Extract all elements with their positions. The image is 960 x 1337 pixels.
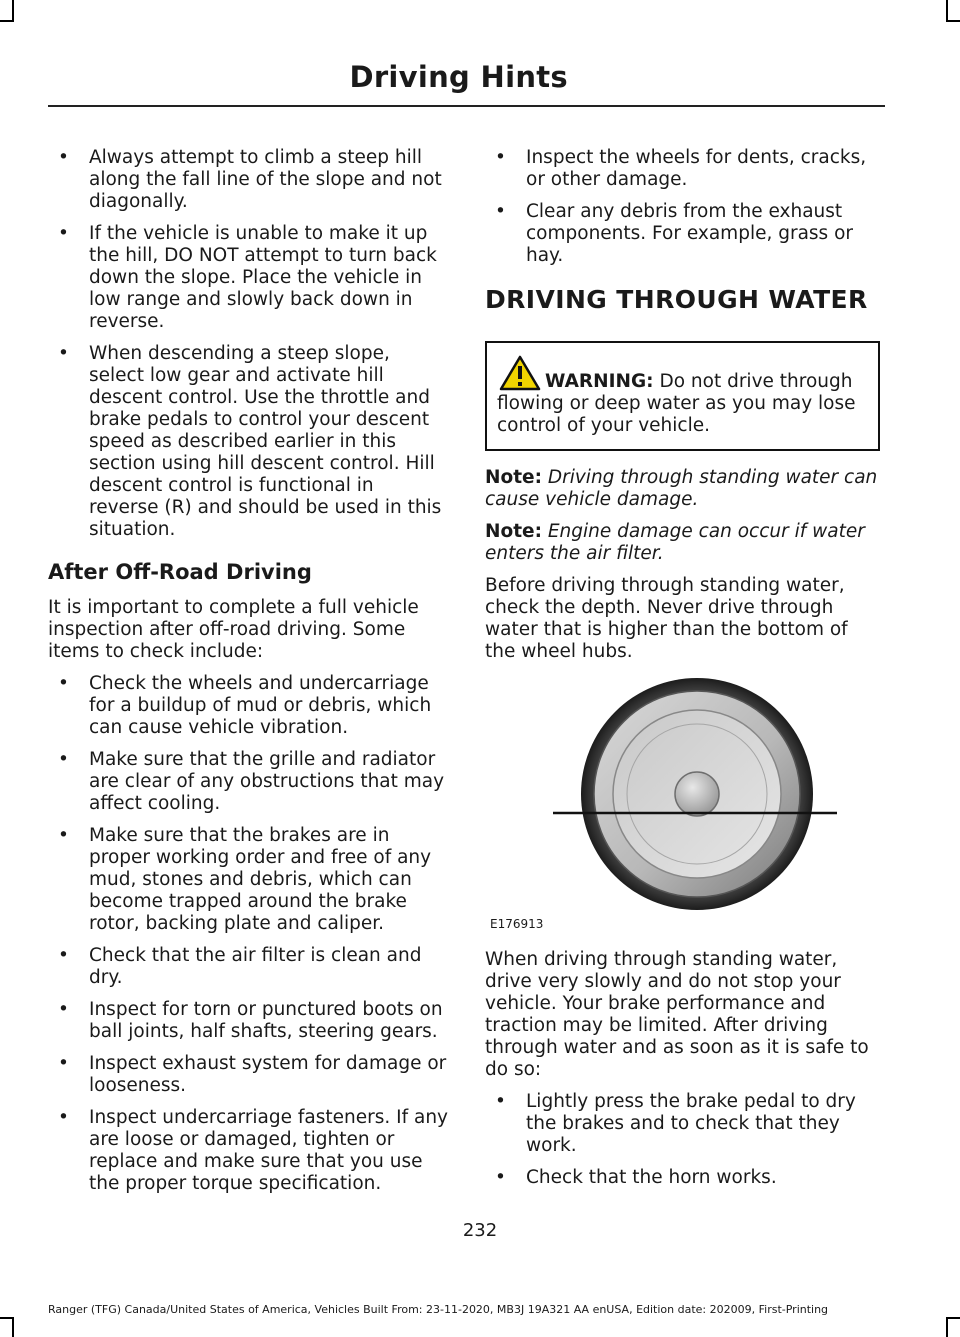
bullet-icon: • (58, 343, 69, 364)
bullet-icon: • (58, 1053, 69, 1074)
note-engine-damage: Note: Engine damage can occur if water enters the air filter. (485, 521, 865, 564)
list-item: • Inspect undercarriage fasteners. If any are loose or damaged, tighten or replace and make sure that you use the proper torque specification. (58, 1107, 448, 1194)
left-column (48, 147, 448, 1205)
warning-body: Do not drive through flowing or deep water as you may lose control of your vehicle. (497, 371, 856, 436)
bullet-icon: • (495, 147, 506, 168)
header-rule (48, 105, 885, 107)
hill-tips-list (48, 147, 448, 541)
after-off-road-heading: After Off-Road Driving (48, 560, 312, 584)
bullet-icon: • (58, 945, 69, 966)
bullet-icon: • (58, 673, 69, 694)
list-item: • Always attempt to climb a steep hill along the fall line of the slope and not diagonally. (58, 147, 442, 212)
bullet-icon: • (495, 1091, 506, 1112)
bullet-icon: • (58, 147, 69, 168)
list-item: • Make sure that the brakes are in proper working order and free of any mud, stones and debris, which can become trapped around the brake rotor, backing plate and caliper. (58, 825, 432, 934)
document-footer: Ranger (TFG) Canada/United States of America, Vehicles Built From: 23-11-2020, MB3J 19A321 AA enUSA, Edition date: 202009, First-Printing (48, 1303, 829, 1316)
page-number: 232 (462, 1220, 498, 1241)
note-vehicle-damage: Note: Driving through standing water can cause vehicle damage. (485, 467, 878, 510)
slow-driving-paragraph: When driving through standing water, drive very slowly and do not stop your vehicle. Your brake performance and traction may be limited. After driving through water and as soon as it is safe to do so: (485, 949, 869, 1080)
crop-mark (0, 1317, 14, 1319)
bullet-icon: • (58, 825, 69, 846)
figure-id: E176913 (490, 917, 544, 931)
page-header (0, 60, 935, 94)
list-item: • Lightly press the brake pedal to dry the brakes and to check that they work. (495, 1091, 856, 1156)
wheel-water-figure (485, 673, 880, 935)
list-item: • Inspect exhaust system for damage or looseness. (58, 1053, 447, 1096)
warning-triangle-icon (499, 355, 541, 391)
list-item: • Check that the horn works. (495, 1167, 777, 1188)
page-header-title: Driving Hints (349, 60, 568, 94)
warning-box (485, 341, 880, 451)
bullet-icon: • (495, 201, 506, 222)
bullet-icon: • (495, 1167, 506, 1188)
list-item: • If the vehicle is unable to make it up the hill, DO NOT attempt to turn back down the slope. Place the vehicle in low range and slowly back down in reverse. (58, 223, 437, 332)
list-item: • Make sure that the grille and radiator are clear of any obstructions that may affect cooling. (58, 749, 445, 814)
right-column (485, 147, 880, 1199)
bullet-icon: • (58, 1107, 69, 1128)
list-item: • Clear any debris from the exhaust components. For example, grass or hay. (495, 201, 854, 266)
list-item: • Check the wheels and undercarriage for a buildup of mud or debris, which can cause vehicle vibration. (58, 673, 432, 738)
bullet-icon: • (58, 749, 69, 770)
inspection-list-continued (485, 147, 880, 267)
list-item: • When descending a steep slope, select low gear and activate hill descent control. Use the throttle and brake pedals to control your descent speed as described earlier in this section using hill descent control. Hill descent control is functional in reverse (R) and should be used in this situation. (58, 343, 442, 540)
list-item: • Inspect for torn or punctured boots on ball joints, half shafts, steering gears. (58, 999, 443, 1042)
crop-mark (946, 20, 960, 22)
crop-mark (12, 1317, 14, 1337)
crop-mark (0, 20, 14, 22)
warning-label: WARNING: (545, 371, 654, 392)
depth-paragraph: Before driving through standing water, check the depth. Never drive through water that is higher than the bottom of the wheel hubs. (485, 575, 848, 662)
crop-mark (946, 1317, 948, 1337)
after-off-road-intro: It is important to complete a full vehicle inspection after off-road driving. Some items to check include: (48, 597, 419, 662)
section-heading: DRIVING THROUGH WATER (485, 285, 868, 314)
warning-text (497, 371, 868, 437)
bullet-icon: • (58, 223, 69, 244)
crop-mark (946, 0, 948, 20)
after-water-list (485, 1091, 880, 1189)
inspection-list (48, 673, 448, 1195)
list-item: • Check that the air filter is clean and dry. (58, 945, 422, 988)
bullet-icon: • (58, 999, 69, 1020)
crop-mark (12, 0, 14, 20)
crop-mark (946, 1317, 960, 1319)
list-item: • Inspect the wheels for dents, cracks, or other damage. (495, 147, 867, 190)
wheel-illustration (485, 673, 880, 935)
